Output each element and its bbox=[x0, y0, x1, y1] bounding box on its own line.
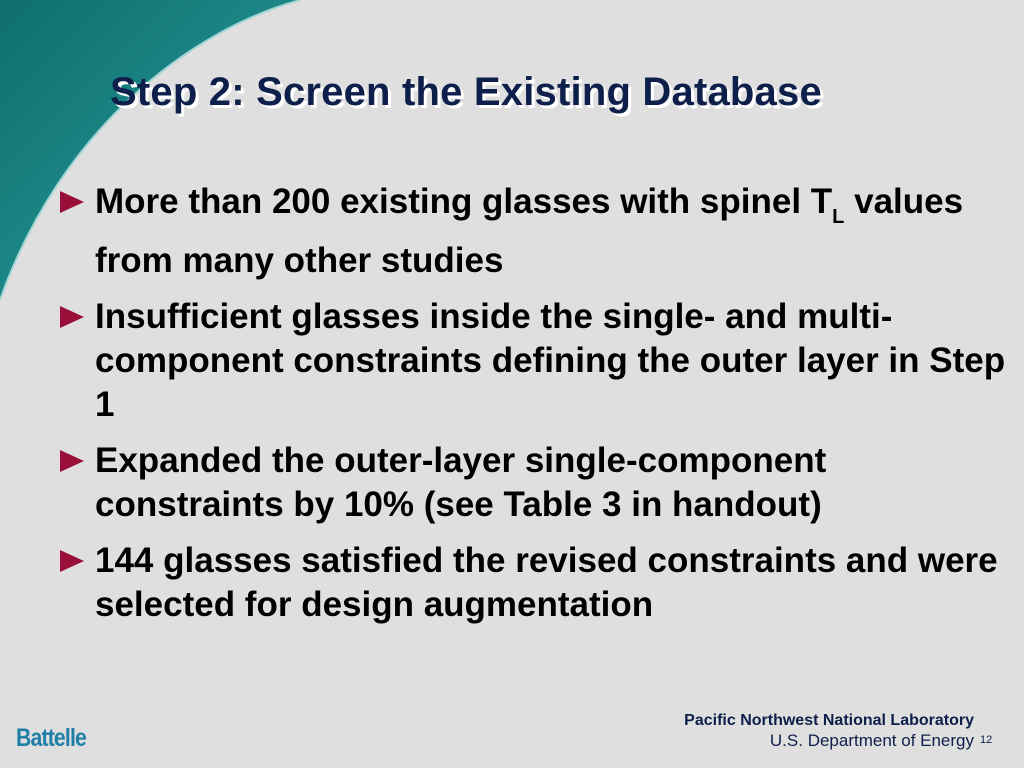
bullet-text: More than 200 existing glasses with spinel T bbox=[95, 182, 833, 221]
triangle-right-icon bbox=[58, 439, 88, 483]
lab-name: Pacific Northwest National Laboratory bbox=[684, 712, 974, 729]
bullet-text: Expanded the outer-layer single-component constraints by 10% (see Table 3 in handout) bbox=[95, 441, 827, 524]
department-name: U.S. Department of Energy bbox=[769, 731, 974, 750]
bullet-text: values from many other studies bbox=[95, 182, 964, 280]
bullet-item bbox=[58, 180, 1008, 283]
subscript: L bbox=[832, 206, 845, 228]
triangle-right-icon bbox=[58, 539, 88, 583]
bullet-item bbox=[58, 439, 1008, 527]
bullet-list bbox=[58, 180, 1008, 639]
bullet-item bbox=[58, 295, 1008, 427]
bullet-text: 144 glasses satisfied the revised constraints and were selected for design augmentation bbox=[95, 541, 998, 624]
slide-title: Step 2: Screen the Existing Database bbox=[110, 70, 822, 114]
bullet-item bbox=[58, 539, 1008, 627]
battelle-logo: Battelle bbox=[16, 724, 86, 752]
page-number: 12 bbox=[980, 734, 993, 746]
triangle-right-icon bbox=[58, 295, 88, 339]
bullet-text: Insufficient glasses inside the single- and multi-component constraints defining the outer layer in Step 1 bbox=[95, 297, 1006, 424]
triangle-right-icon bbox=[58, 180, 88, 224]
